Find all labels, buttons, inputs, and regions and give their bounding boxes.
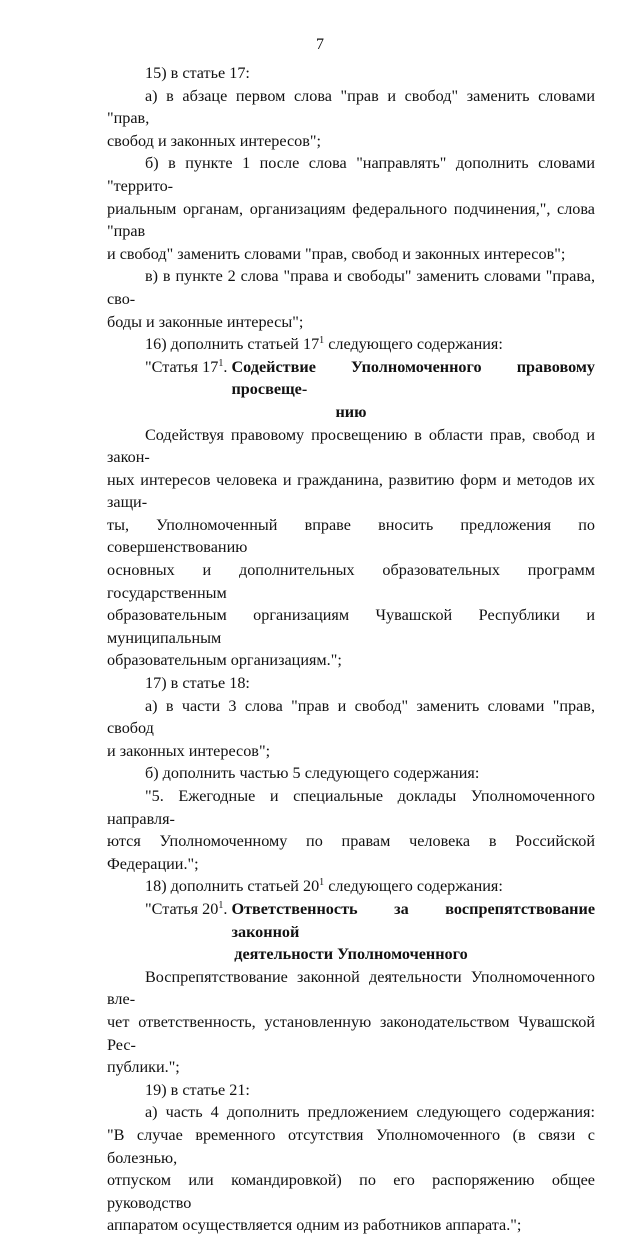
item-15c-line2: боды и законные интересы"; — [107, 312, 304, 331]
item-15c-line1: в) в пункте 2 слова "права и свободы" заменить словами "права, сво- — [107, 267, 595, 308]
article-label-dot: . — [223, 357, 232, 376]
article-label-dot: . — [223, 899, 232, 918]
item-18-text: 18) дополнить статьей 20 — [145, 877, 320, 896]
article-17-1-title-cont: нию — [335, 402, 367, 421]
item-19a-line3: отпуском или командировкой) по его распоряжению общее руководство — [107, 1171, 595, 1212]
article-17-1-text-line5: образовательным организациям Чувашской Республики и муниципальным — [107, 606, 595, 647]
item-19a-line4: аппаратом осуществляется одним из работников аппарата."; — [107, 1216, 522, 1235]
item-18 — [107, 875, 595, 898]
item-17a-line1: а) в части 3 слова "прав и свобод" заменить словами "прав, свобод — [107, 696, 595, 738]
item-15b-line1: б) в пункте 1 после слова "направлять" дополнить словами "террито- — [107, 154, 595, 195]
article-20-1-title-cont: деятельности Уполномоченного — [234, 945, 468, 964]
item-19: 19) в статье 21: — [145, 1080, 250, 1099]
item-15: 15) в статье 17: — [145, 64, 250, 82]
superscript: 1 — [218, 899, 224, 911]
item-16 — [107, 333, 595, 356]
item-17b: б) дополнить частью 5 следующего содержания: — [145, 764, 480, 783]
document-body — [107, 62, 595, 1237]
article-20-1-title: Ответственность за воспрепятствование законной — [231, 899, 595, 941]
article-label-text: "Статья 17 — [145, 357, 219, 376]
article-17-1-label — [107, 356, 231, 401]
article-20-1-text-line2: чет ответственность, установленную законодательством Чувашской Рес- — [107, 1012, 595, 1054]
item-15b-line3: и свобод" заменить словами "прав, свобод и законных интересов"; — [107, 244, 566, 263]
article-20-1-text-line3: публики."; — [107, 1058, 180, 1077]
item-19a-line2: "В случае временного отсутствия Уполномоченного (в связи с болезнью, — [107, 1125, 595, 1167]
article-17-1-title: Содействие Уполномоченного правовому просвеще- — [231, 357, 595, 399]
page-number: 7 — [316, 36, 324, 53]
superscript: 1 — [218, 357, 224, 369]
item-15a-line2: свобод и законных интересов"; — [107, 131, 322, 150]
item-16-text-end: следующего содержания: — [324, 335, 503, 354]
article-17-1-text-line1: Содействуя правовому просвещению в области прав, свобод и закон- — [107, 425, 595, 467]
item-17a-line2: и законных интересов"; — [107, 741, 271, 760]
item-15a-line1: а) в абзаце первом слова "прав и свобод" заменить словами "прав, — [107, 86, 595, 128]
article-17-1-heading — [107, 356, 595, 401]
item-17: 17) в статье 18: — [145, 674, 250, 693]
article-17-1-text-line2: ных интересов человека и гражданина, развитию форм и методов их защи- — [107, 470, 595, 512]
item-16-text: 16) дополнить статьей 17 — [145, 335, 320, 354]
superscript: 1 — [319, 877, 325, 889]
item-17-quote-line2: ются Уполномоченному по правам человека в Российской Федерации."; — [107, 832, 595, 873]
item-18-text-end: следующего содержания: — [324, 877, 503, 896]
article-20-1-text-line1: Воспрепятствование законной деятельности Уполномоченного вле- — [107, 967, 595, 1009]
article-17-1-text-line6: образовательным организациям."; — [107, 651, 342, 670]
article-17-1-text-line3: ты, Уполномоченный вправе вносить предложения по совершенствованию — [107, 515, 595, 557]
item-19a-line1: а) часть 4 дополнить предложением следующего содержания: — [145, 1103, 595, 1122]
item-17-quote-line1: "5. Ежегодные и специальные доклады Уполномоченного направля- — [107, 787, 595, 828]
item-15b-line2: риальным органам, организациям федерального подчинения,", слова "прав — [107, 199, 595, 241]
article-label-text: "Статья 20 — [145, 899, 219, 918]
superscript: 1 — [319, 335, 325, 347]
article-17-1-text-line4: основных и дополнительных образовательных программ государственным — [107, 561, 595, 602]
